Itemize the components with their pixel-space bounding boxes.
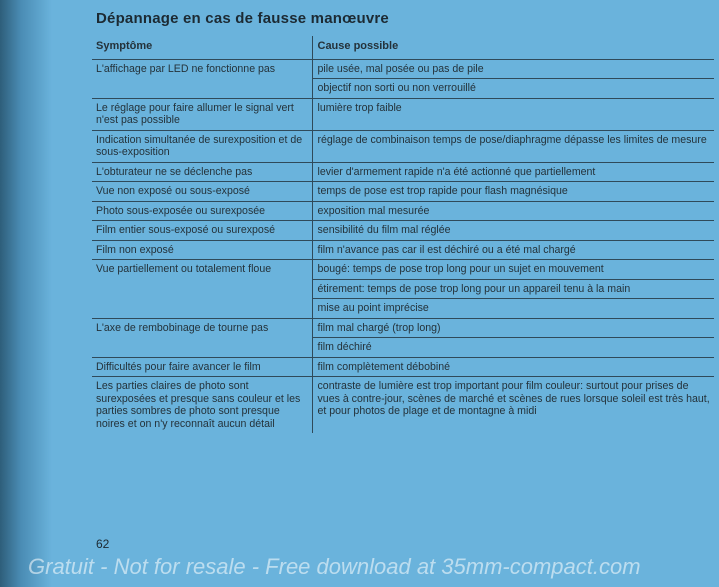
symptom-cell: Les parties claires de photo sont surexposées et presque sans couleur et les parties sombres de photo sont presque noires et on n'y reconnaît aucun détail <box>96 380 301 430</box>
cause-cell: bougé: temps de pose trop long pour un sujet en mouvement <box>312 260 714 280</box>
table-row <box>92 377 714 434</box>
table-row <box>92 260 714 280</box>
cause-cell: film complètement débobiné <box>312 357 714 377</box>
symptom-cell: Photo sous-exposée ou surexposée <box>92 201 312 221</box>
symptom-cell: Difficultés pour faire avancer le film <box>92 357 312 377</box>
cause-cell: levier d'armement rapide n'a été actionné que partiellement <box>312 162 714 182</box>
table-row <box>92 59 714 79</box>
watermark-text: Gratuit - Not for resale - Free download at 35mm-compact.com <box>28 554 641 579</box>
cause-cell: contraste de lumière est trop important pour film couleur: surtout pour prises de vues à contre-jour, scènes de marché et scènes de rues lorsque soleil est très haut, et pour photos de plage et de montagne à midi <box>312 377 714 434</box>
table-row <box>92 221 714 241</box>
cause-header: Cause possible <box>312 36 714 59</box>
symptom-cell: Indication simultanée de surexposition et de sous-exposition <box>92 130 312 162</box>
symptom-cell: Film non exposé <box>92 240 312 260</box>
cause-cell: mise au point imprécise <box>312 299 714 319</box>
page-binding <box>0 0 52 587</box>
symptom-cell: Vue non exposé ou sous-exposé <box>92 182 312 202</box>
cause-cell: étirement: temps de pose trop long pour un appareil tenu à la main <box>312 279 714 299</box>
symptom-cell: Vue partiellement ou totalement floue <box>92 260 312 319</box>
symptom-cell: Film entier sous-exposé ou surexposé <box>92 221 312 241</box>
table-row <box>92 130 714 162</box>
page-number: 62 <box>96 537 110 551</box>
symptom-cell: L'axe de rembobinage de tourne pas <box>92 318 312 357</box>
cause-cell: film déchiré <box>312 338 714 358</box>
troubleshooting-table <box>92 36 714 433</box>
table-header-row <box>92 36 714 59</box>
cause-cell: temps de pose est trop rapide pour flash magnésique <box>312 182 714 202</box>
symptom-cell: L'obturateur ne se déclenche pas <box>92 162 312 182</box>
table-row <box>92 162 714 182</box>
table-row <box>92 182 714 202</box>
cause-cell: film mal chargé (trop long) <box>312 318 714 338</box>
table-row <box>92 318 714 338</box>
symptom-cell: L'affichage par LED ne fonctionne pas <box>92 59 312 98</box>
cause-cell: film n'avance pas car il est déchiré ou a été mal chargé <box>312 240 714 260</box>
page-title: Dépannage en cas de fausse manœuvre <box>96 10 389 27</box>
symptom-cell: Le réglage pour faire allumer le signal vert n'est pas possible <box>92 98 312 130</box>
table-row <box>92 98 714 130</box>
symptom-header: Symptôme <box>92 36 312 59</box>
table-row <box>92 240 714 260</box>
table-body <box>92 59 714 433</box>
cause-cell: exposition mal mesurée <box>312 201 714 221</box>
cause-cell: réglage de combinaison temps de pose/diaphragme dépasse les limites de mesure <box>312 130 714 162</box>
cause-cell: sensibilité du film mal réglée <box>312 221 714 241</box>
cause-cell: objectif non sorti ou non verrouillé <box>312 79 714 99</box>
table-row <box>92 357 714 377</box>
cause-cell: pile usée, mal posée ou pas de pile <box>312 59 714 79</box>
table-row <box>92 201 714 221</box>
cause-cell: lumière trop faible <box>312 98 714 130</box>
